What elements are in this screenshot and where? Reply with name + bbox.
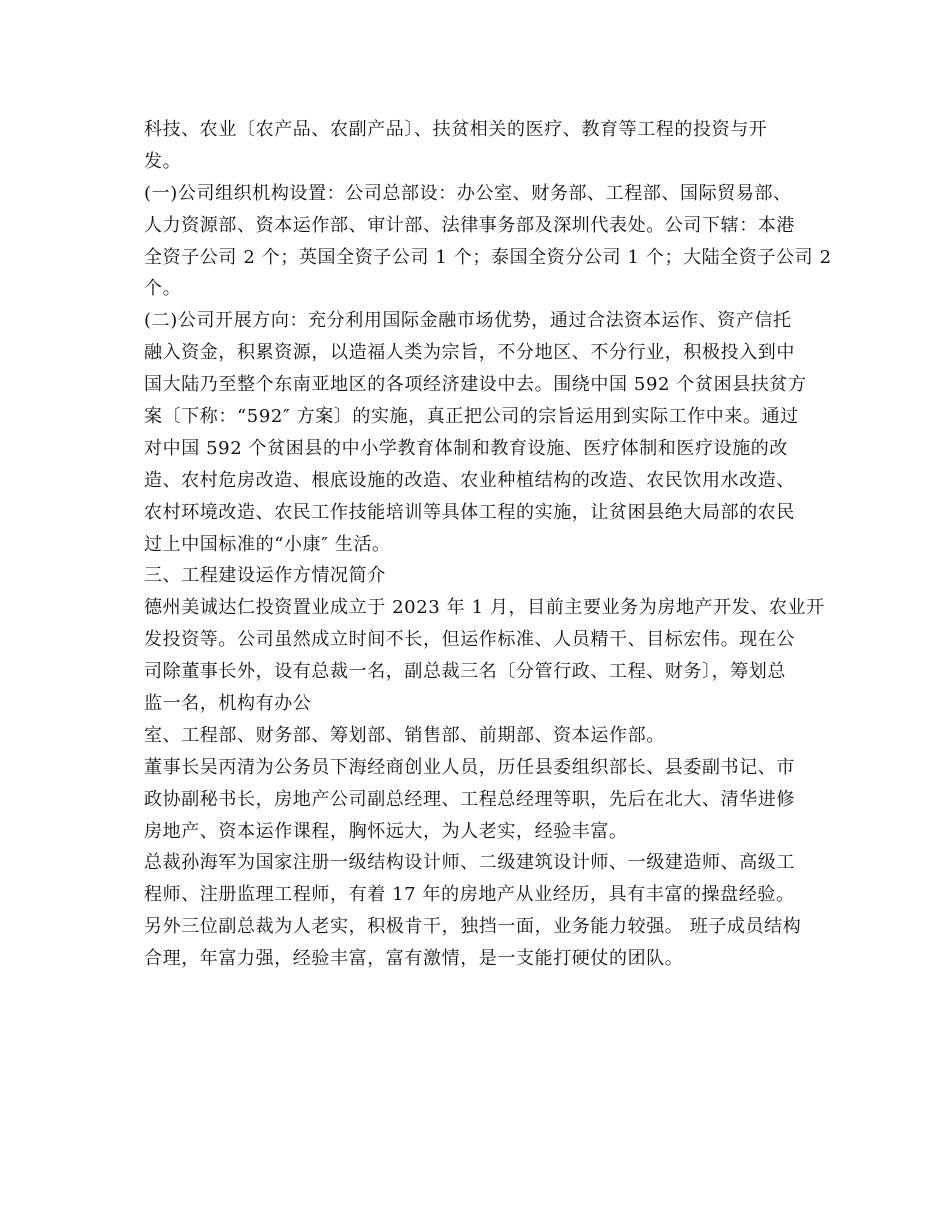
text-line: 房地产、资本运作课程，胸怀远大，为人老实，经验丰富。: [144, 820, 628, 842]
document-page: [144, 114, 832, 975]
text-line: 对中国 592 个贫困县的中小学教育体制和教育设施、医疗体制和医疗设施的改: [144, 437, 788, 459]
text-line: 科技、农业〔农产品、农副产品〕、扶贫相关的医疗、教育等工程的投资与开: [144, 119, 768, 140]
text-line: 农村环境改造、农民工作技能培训等具体工程的实施，让贫困县绝大局部的农民: [144, 501, 795, 523]
text-line: 融入资金，积累资源，以造福人类为宗旨，不分地区、不分行业，积极投入到中: [144, 342, 795, 364]
text-line: 另外三位副总裁为人老实，积极肯干，独挡一面，业务能力较强。 班子成员结构: [144, 916, 802, 938]
text-line: 过上中国标准的“小康″ 生活。: [144, 533, 391, 555]
text-line: 室、工程部、财务部、筹划部、销售部、前期部、资本运作部。: [144, 724, 665, 746]
text-line: 案〔下称：“592″ 方案〕的实施，真正把公司的宗旨运用到实际工作中来。通过: [144, 406, 799, 428]
text-line: 个。: [144, 278, 182, 300]
section-heading: 三、工程建设运作方情况简介: [144, 565, 386, 587]
text-line: 程师、注册监理工程师，有着 17 年的房地产从业经历，具有丰富的操盘经验。: [144, 884, 795, 906]
text-line: 合理，年富力强，经验丰富，富有激情，是一支能打硬仗的团队。: [144, 948, 684, 970]
text-line: 董事长吴丙清为公务员下海经商创业人员，历任县委组织部长、县委副书记、市: [144, 756, 795, 778]
text-line: 德州美诚达仁投资置业成立于 2023 年 1 月，目前主要业务为房地产开发、农业开: [144, 597, 825, 619]
text-line: 总裁孙海军为国家注册一级结构设计师、二级建筑设计师、一级建造师、高级工: [144, 852, 795, 874]
text-line: 人力资源部、资本运作部、审计部、法律事务部及深圳代表处。公司下辖：本港: [144, 214, 795, 236]
text-line: 监一名，机构有办公: [144, 693, 312, 715]
text-line: (二)公司开展方向：充分利用国际金融市场优势，通过合法资本运作、资产信托: [144, 310, 792, 332]
text-line: (一)公司组织机构设置：公司总部设：办公室、财务部、工程部、国际贸易部、: [144, 182, 792, 204]
text-line: 发投资等。公司虽然成立时间不长，但运作标准、人员精干、目标宏伟。现在公: [144, 629, 795, 651]
text-line: 司除董事长外，设有总裁一名，副总裁三名〔分管行政、工程、财务〕，筹划总: [144, 661, 786, 683]
text-line: 政协副秘书长，房地产公司副总经理、工程总经理等职，先后在北大、清华进修: [144, 788, 795, 810]
text-line: 造、农村危房改造、根底设施的改造、农业种植结构的改造、农民饮用水改造、: [144, 469, 795, 491]
text-line: 国大陆乃至整个东南亚地区的各项经济建设中去。围绕中国 592 个贫困县扶贫方: [144, 374, 807, 396]
text-line: 全资子公司 2 个；英国全资子公司 1 个；泰国全资分公司 1 个；大陆全资子公司 2: [144, 246, 832, 268]
text-line: 发。: [144, 150, 182, 172]
